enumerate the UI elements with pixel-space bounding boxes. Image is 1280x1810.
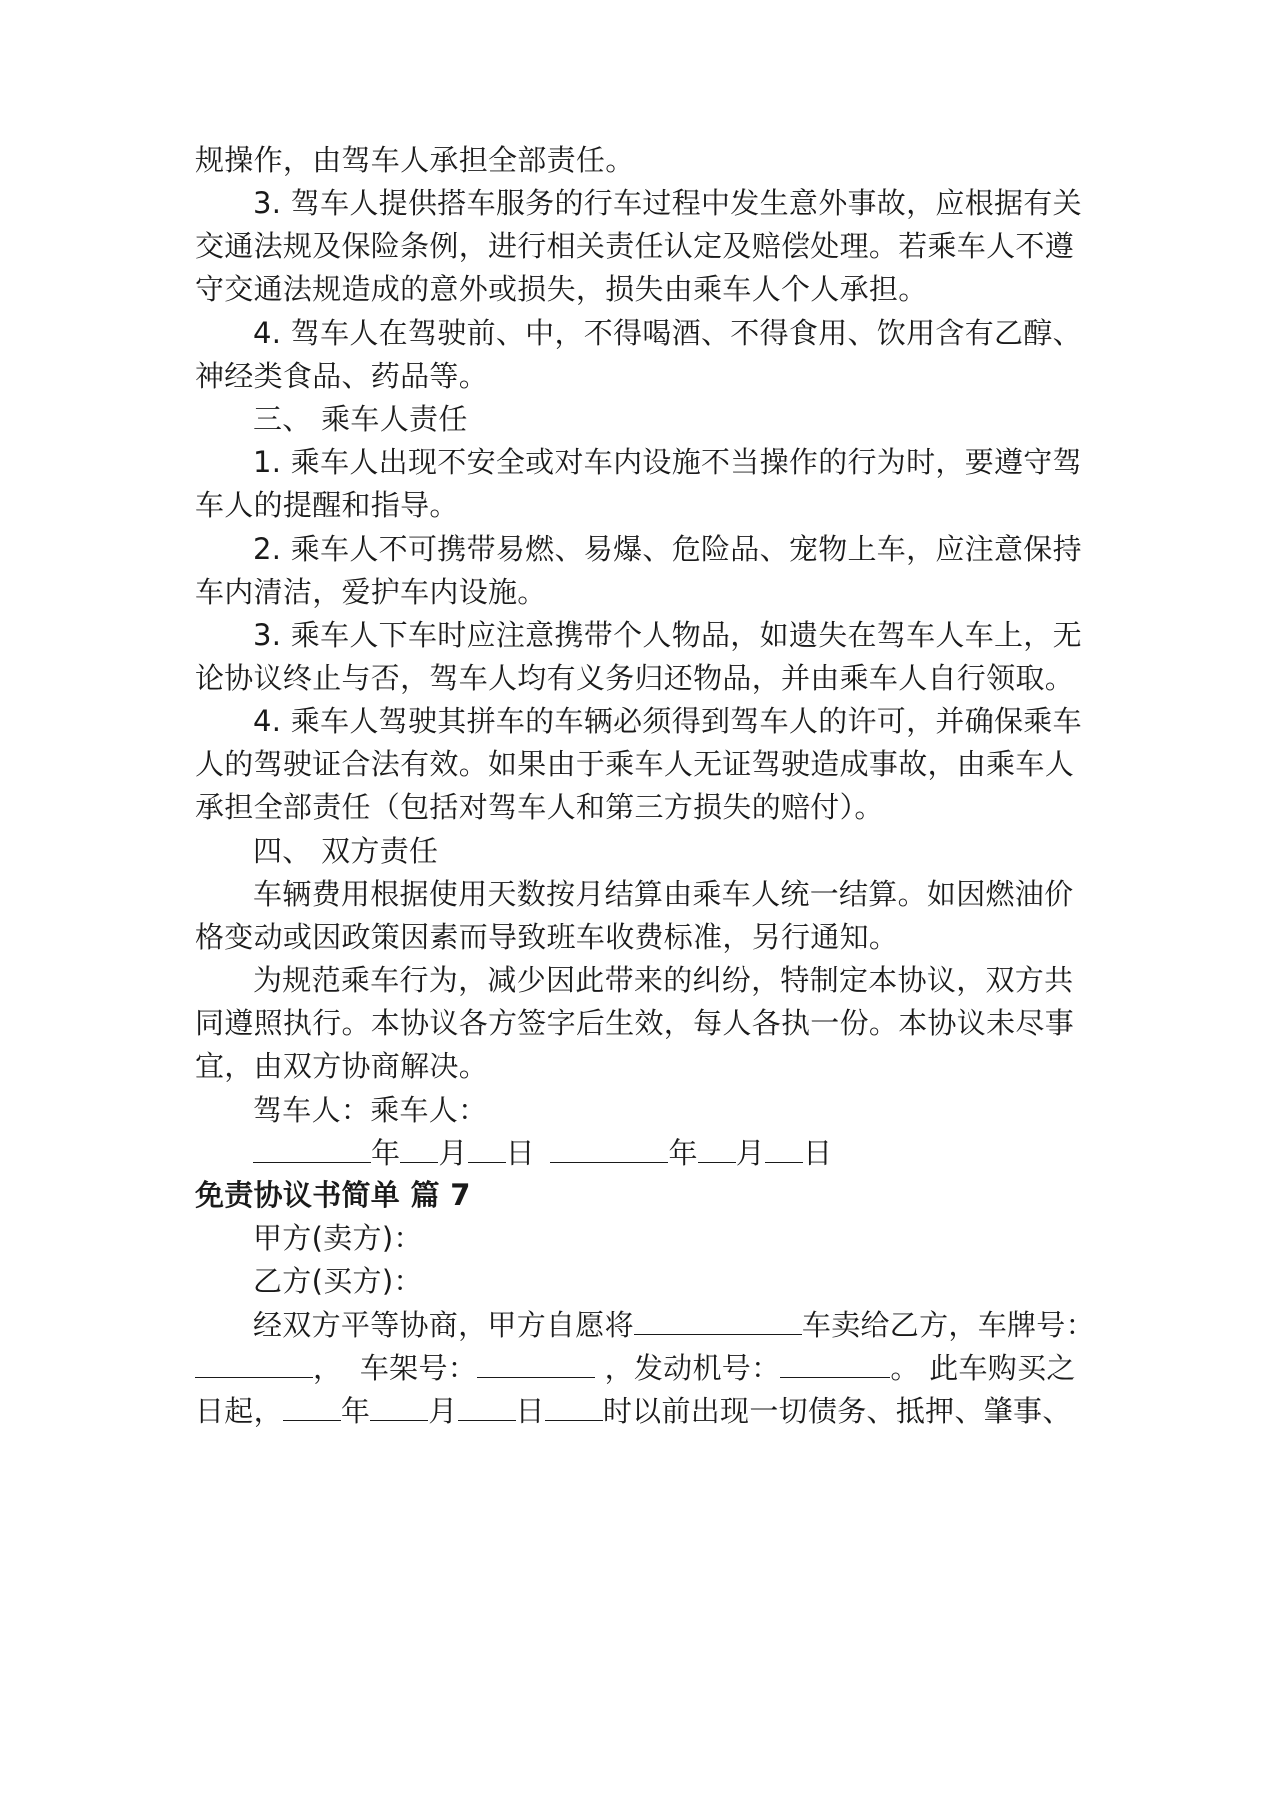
paragraph-line: 为规范乘车行为，减少因此带来的纠纷，特制定本协议，双方共: [253, 963, 1074, 997]
paragraph-line: 规操作，由驾车人承担全部责任。: [195, 143, 635, 177]
blank-field: [698, 1134, 736, 1163]
year-label: 年: [371, 1136, 401, 1170]
blank-field: [550, 1134, 668, 1163]
day-label: 日: [505, 1136, 535, 1170]
blank-field: [253, 1134, 371, 1163]
month-label: 月: [735, 1136, 766, 1170]
paragraph-line: 4. 乘车人驾驶其拼车的车辆必须得到驾车人的许可，并确保乘车: [253, 704, 1082, 738]
paragraph-line: 2. 乘车人不可携带易燃、易爆、危险品、宠物上车，应注意保持: [253, 532, 1082, 566]
paragraph-line: 人的驾驶证合法有效。如果由于乘车人无证驾驶造成事故，由乘车人: [195, 747, 1075, 781]
date-line: [253, 1133, 1095, 1173]
paragraph-line: [195, 1348, 1095, 1388]
blank-field: [765, 1134, 803, 1163]
section-heading: 三、 乘车人责任: [253, 402, 468, 436]
sale-plate-text: 车卖给乙方，车牌号：: [801, 1308, 1095, 1342]
paragraph-line: 论协议终止与否，驾车人均有义务归还物品，并由乘车人自行领取。: [195, 661, 1075, 695]
year-label: 年: [340, 1394, 371, 1428]
blank-field: [370, 1392, 428, 1421]
paragraph-line: [253, 1305, 1095, 1345]
blank-field: [634, 1306, 802, 1335]
engine-number-label: ，发动机号：: [604, 1351, 781, 1385]
paragraph-line: 1. 乘车人出现不安全或对车内设施不当操作的行为时，要遵守驾: [253, 445, 1082, 479]
paragraph-line: 车内清洁，爱护车内设施。: [195, 575, 547, 609]
blank-field: [477, 1349, 595, 1378]
blank-field: [458, 1392, 516, 1421]
paragraph-line: [195, 1391, 1095, 1431]
blank-field: [400, 1134, 438, 1163]
month-label: 月: [428, 1394, 458, 1428]
section-heading: 四、 双方责任: [253, 834, 439, 868]
comma-text: ，: [313, 1351, 343, 1385]
sale-intro-text: 经双方平等协商，甲方自愿将: [253, 1308, 634, 1342]
date-start-text: 日起，: [195, 1394, 283, 1428]
day-label: 日: [803, 1136, 833, 1170]
year-label: 年: [668, 1136, 698, 1170]
blank-field: [545, 1392, 603, 1421]
frame-number-label: 车架号：: [359, 1351, 478, 1385]
paragraph-line: 车人的提醒和指导。: [195, 488, 459, 522]
paragraph-line: 3. 驾车人提供搭车服务的行车过程中发生意外事故，应根据有关: [253, 186, 1082, 220]
day-label: 日: [515, 1394, 545, 1428]
blank-field: [195, 1349, 313, 1378]
month-label: 月: [438, 1136, 468, 1170]
paragraph-line: 4. 驾车人在驾驶前、中，不得喝酒、不得食用、饮用含有乙醇、: [253, 316, 1082, 350]
section-title: 免责协议书简单 篇 7: [195, 1178, 471, 1212]
paragraph-line: 车辆费用根据使用天数按月结算由乘车人统一结算。如因燃油价: [253, 877, 1074, 911]
blank-field: [468, 1134, 506, 1163]
signature-labels: 驾车人：乘车人：: [253, 1093, 488, 1127]
paragraph-line: 守交通法规造成的意外或损失，损失由乘车人个人承担。: [195, 272, 928, 306]
paragraph-line: 3. 乘车人下车时应注意携带个人物品，如遗失在驾车人车上，无: [253, 618, 1082, 652]
paragraph-line: 宜，由双方协商解决。: [195, 1049, 489, 1083]
purchase-text: 。 此车购买之: [890, 1351, 1076, 1385]
paragraph-line: 格变动或因政策因素而导致班车收费标准，另行通知。: [195, 920, 899, 954]
blank-field: [780, 1349, 890, 1378]
paragraph-line: 交通法规及保险条例，进行相关责任认定及赔偿处理。若乘车人不遵: [195, 229, 1075, 263]
party-a-label: 甲方(卖方)：: [253, 1221, 423, 1255]
paragraph-line: 神经类食品、药品等。: [195, 359, 489, 393]
paragraph-line: 同遵照执行。本协议各方签字后生效，每人各执一份。本协议未尽事: [195, 1006, 1075, 1040]
liability-text: 时以前出现一切债务、抵押、肇事、: [602, 1394, 1072, 1428]
party-b-label: 乙方(买方)：: [253, 1264, 423, 1298]
paragraph-line: 承担全部责任（包括对驾车人和第三方损失的赔付）。: [195, 790, 884, 824]
blank-field: [283, 1392, 341, 1421]
